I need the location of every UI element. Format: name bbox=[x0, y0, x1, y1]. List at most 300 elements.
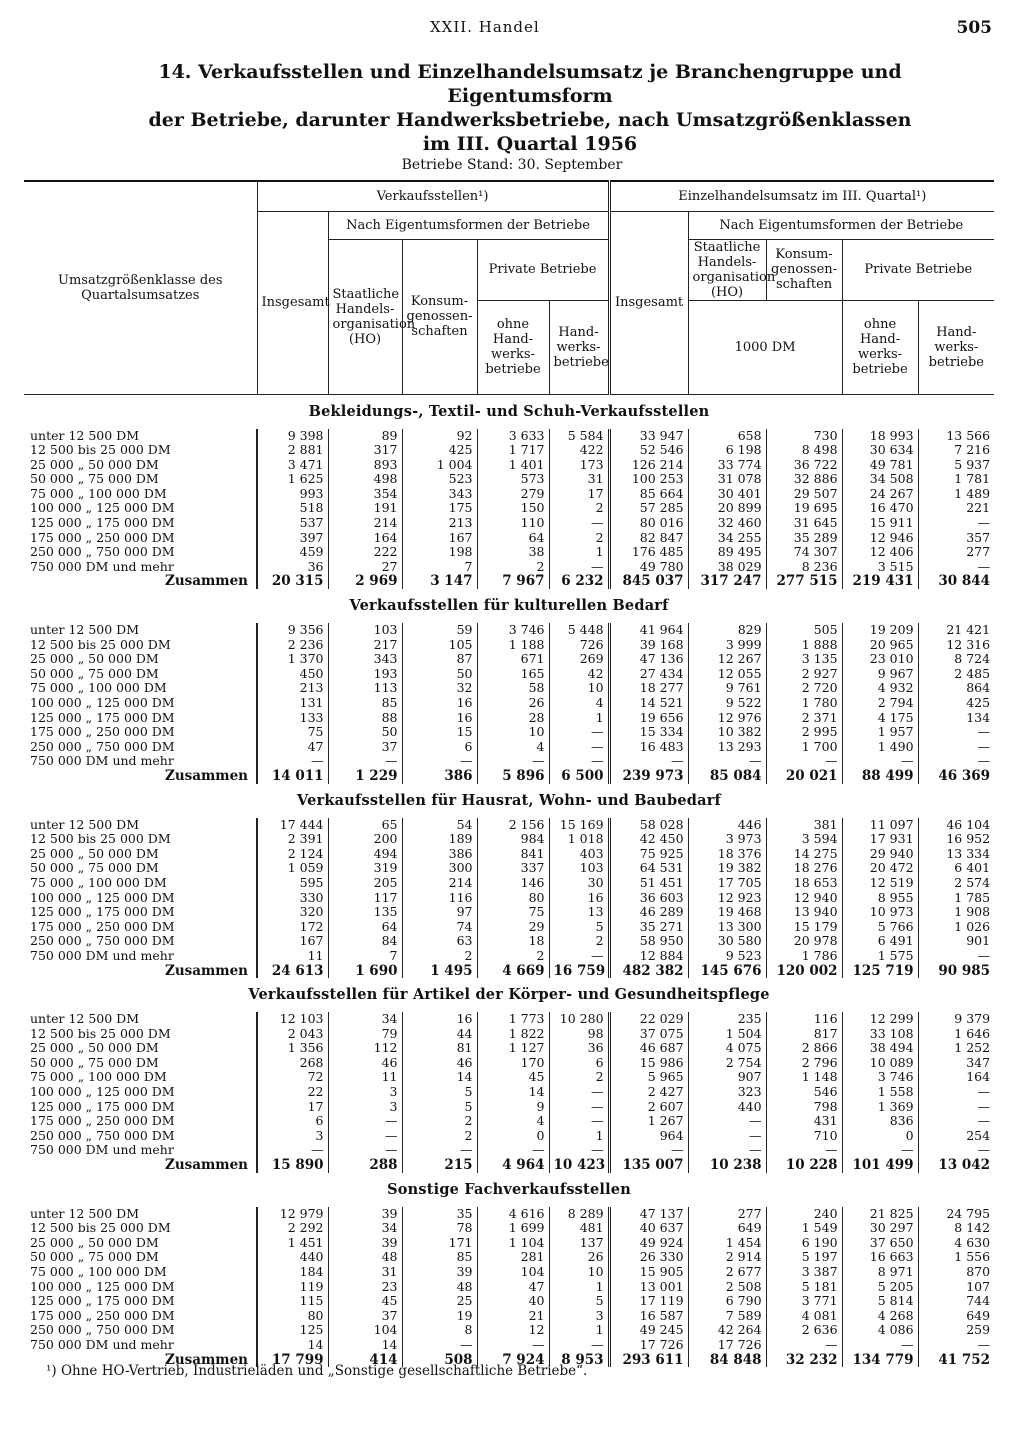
table-cell: 16 470 bbox=[842, 501, 918, 516]
table-cell: 13 001 bbox=[609, 1280, 688, 1295]
table-cell: 49 781 bbox=[842, 458, 918, 473]
section-header bbox=[24, 784, 994, 818]
table-cell: 12 979 bbox=[257, 1207, 328, 1222]
table-cell: 46 bbox=[328, 1056, 402, 1071]
table-cell: 4 630 bbox=[954, 1234, 991, 1250]
table-row bbox=[24, 1041, 994, 1056]
table-cell: 5 bbox=[402, 1100, 477, 1115]
table-cell: 57 285 bbox=[609, 501, 688, 516]
table-cell: 38 029 bbox=[688, 560, 766, 575]
table-cell: 3 135 bbox=[766, 652, 842, 667]
table-cell: 386 bbox=[402, 847, 477, 862]
table-cell: 10 bbox=[549, 1265, 609, 1280]
table-cell: 17 726 bbox=[609, 1338, 688, 1353]
total-row bbox=[24, 1158, 994, 1173]
table-cell: 235 bbox=[688, 1012, 766, 1027]
table-cell: 75 bbox=[257, 725, 328, 740]
row-label: 25 000 „ 50 000 DM bbox=[24, 458, 257, 473]
table-cell: 8 953 bbox=[549, 1353, 609, 1368]
table-cell: 33 108 bbox=[842, 1027, 918, 1042]
group-header-umsatz: Einzelhandelsumsatz im III. Quartal¹) bbox=[609, 181, 994, 211]
table-cell: 104 bbox=[477, 1265, 549, 1280]
table-cell: 12 923 bbox=[688, 891, 766, 906]
table-cell: 9 356 bbox=[257, 623, 328, 638]
table-cell: 17 444 bbox=[257, 818, 328, 833]
table-cell: 58 950 bbox=[609, 934, 688, 949]
table-cell: — bbox=[549, 1338, 609, 1353]
table-row bbox=[24, 1114, 994, 1129]
table-cell: 0 bbox=[477, 1129, 549, 1144]
table-cell: 5 937 bbox=[954, 456, 991, 472]
table-cell: 28 bbox=[477, 711, 549, 726]
table-cell: — bbox=[257, 1143, 328, 1158]
table-cell: 32 886 bbox=[766, 472, 842, 487]
table-cell: 63 bbox=[402, 934, 477, 949]
table-row bbox=[24, 818, 994, 833]
table-head bbox=[24, 181, 994, 394]
table-cell: 3 999 bbox=[688, 638, 766, 653]
table-cell: 6 232 bbox=[549, 574, 609, 589]
table-cell: 1 401 bbox=[477, 458, 549, 473]
table-cell: 1 490 bbox=[842, 740, 918, 755]
table-cell: 18 653 bbox=[766, 876, 842, 891]
table-cell: 14 bbox=[477, 1085, 549, 1100]
table-cell: 167 bbox=[402, 531, 477, 546]
table-row bbox=[24, 1323, 994, 1338]
table-cell: 5 197 bbox=[766, 1250, 842, 1265]
table-cell: 19 656 bbox=[609, 711, 688, 726]
table-cell: 29 bbox=[477, 920, 549, 935]
table-cell: 10 bbox=[477, 725, 549, 740]
table-cell: 239 973 bbox=[609, 769, 688, 784]
table-cell: 46 687 bbox=[609, 1041, 688, 1056]
table-cell: 5 766 bbox=[842, 920, 918, 935]
table-cell: 34 255 bbox=[688, 531, 766, 546]
table-cell: 198 bbox=[402, 545, 477, 560]
table-cell: 2 720 bbox=[766, 681, 842, 696]
table-cell: 8 498 bbox=[766, 443, 842, 458]
table-cell: 79 bbox=[328, 1027, 402, 1042]
table-cell: 12 299 bbox=[842, 1012, 918, 1027]
table-cell: 330 bbox=[257, 891, 328, 906]
row-label: 12 500 bis 25 000 DM bbox=[24, 1027, 257, 1042]
table-cell: 97 bbox=[402, 905, 477, 920]
table-cell: 254 bbox=[966, 1127, 991, 1143]
table-cell: 1 188 bbox=[477, 638, 549, 653]
table-cell: 32 bbox=[402, 681, 477, 696]
table-cell: 425 bbox=[402, 443, 477, 458]
table-cell: 8 955 bbox=[842, 891, 918, 906]
table-cell: 13 300 bbox=[688, 920, 766, 935]
col-insgesamt-vk: Insgesamt bbox=[257, 211, 328, 394]
row-label: 12 500 bis 25 000 DM bbox=[24, 1221, 257, 1236]
table-cell: — bbox=[328, 754, 402, 769]
table-cell: 38 494 bbox=[842, 1041, 918, 1056]
table-cell: — bbox=[977, 753, 991, 769]
table-row bbox=[24, 711, 994, 726]
table-cell: 85 bbox=[328, 696, 402, 711]
table-cell: 10 228 bbox=[766, 1158, 842, 1173]
table-cell: 12 bbox=[477, 1323, 549, 1338]
row-label: 250 000 „ 750 000 DM bbox=[24, 934, 257, 949]
table-cell: 1 700 bbox=[766, 740, 842, 755]
table-cell: 9 398 bbox=[257, 429, 328, 444]
table-row bbox=[24, 1338, 994, 1353]
table-cell: 164 bbox=[966, 1069, 991, 1085]
row-label: 75 000 „ 100 000 DM bbox=[24, 1070, 257, 1085]
table-cell: 17 119 bbox=[609, 1294, 688, 1309]
table-cell: 87 bbox=[402, 652, 477, 667]
table-cell: 13 940 bbox=[766, 905, 842, 920]
table-row bbox=[24, 1250, 994, 1265]
table-cell: 1 059 bbox=[257, 861, 328, 876]
table-cell: 100 253 bbox=[609, 472, 688, 487]
table-cell: 2 bbox=[402, 1129, 477, 1144]
table-cell: 20 315 bbox=[257, 574, 328, 589]
table-cell: 214 bbox=[328, 516, 402, 531]
table-cell: 5 bbox=[402, 1085, 477, 1100]
table-cell: — bbox=[842, 1338, 918, 1353]
table-cell: 18 276 bbox=[766, 861, 842, 876]
table-cell: 440 bbox=[688, 1100, 766, 1115]
table-cell: 3 973 bbox=[688, 832, 766, 847]
table-row bbox=[24, 1294, 994, 1309]
table-cell: 8 289 bbox=[549, 1207, 609, 1222]
table-cell: 217 bbox=[328, 638, 402, 653]
table-cell: 317 bbox=[328, 443, 402, 458]
row-label: 50 000 „ 75 000 DM bbox=[24, 1250, 257, 1265]
table-cell: 2 881 bbox=[257, 443, 328, 458]
table-cell: — bbox=[977, 558, 991, 574]
table-cell: 8 724 bbox=[954, 651, 991, 667]
table-cell: 12 976 bbox=[688, 711, 766, 726]
table-cell: 2 371 bbox=[766, 711, 842, 726]
table-cell: 115 bbox=[257, 1294, 328, 1309]
row-label: 750 000 DM und mehr bbox=[24, 560, 257, 575]
table-row bbox=[24, 638, 994, 653]
table-cell: 9 522 bbox=[688, 696, 766, 711]
table-cell: 3 746 bbox=[477, 623, 549, 638]
table-row bbox=[24, 832, 994, 847]
total-row bbox=[24, 574, 994, 589]
total-row bbox=[24, 769, 994, 784]
table-cell: 1 104 bbox=[477, 1236, 549, 1251]
table-cell: 19 695 bbox=[766, 501, 842, 516]
table-cell: 15 890 bbox=[257, 1158, 328, 1173]
table-cell: 293 611 bbox=[609, 1353, 688, 1368]
table-cell: 46 289 bbox=[609, 905, 688, 920]
table-cell: 120 002 bbox=[766, 964, 842, 979]
table-cell: 14 521 bbox=[609, 696, 688, 711]
table-cell: 403 bbox=[549, 847, 609, 862]
table-cell: 1 504 bbox=[688, 1027, 766, 1042]
table-cell: — bbox=[842, 754, 918, 769]
table-cell: 7 924 bbox=[477, 1353, 549, 1368]
section-header bbox=[24, 1173, 994, 1207]
table-cell: 357 bbox=[966, 529, 991, 545]
table-row bbox=[24, 516, 994, 531]
table-cell: 414 bbox=[328, 1353, 402, 1368]
table-cell: 508 bbox=[402, 1353, 477, 1368]
table-cell: 23 010 bbox=[842, 652, 918, 667]
table-cell: 12 946 bbox=[842, 531, 918, 546]
table-cell: 170 bbox=[477, 1056, 549, 1071]
row-label: unter 12 500 DM bbox=[24, 429, 257, 444]
row-label: Zusammen bbox=[24, 964, 257, 979]
table-cell: 870 bbox=[966, 1264, 991, 1279]
table-row bbox=[24, 1221, 994, 1236]
table-cell: 47 bbox=[257, 740, 328, 755]
table-cell: 4 932 bbox=[842, 681, 918, 696]
table-cell: 45 bbox=[328, 1294, 402, 1309]
table-cell: 4 bbox=[477, 1114, 549, 1129]
table-cell: 1 bbox=[549, 711, 609, 726]
table-cell: 4 bbox=[477, 740, 549, 755]
table-row bbox=[24, 429, 994, 444]
table-cell: 11 bbox=[257, 949, 328, 964]
row-label: 25 000 „ 50 000 DM bbox=[24, 847, 257, 862]
table-cell: 74 307 bbox=[766, 545, 842, 560]
table-cell: 397 bbox=[257, 531, 328, 546]
table-cell: 13 334 bbox=[946, 845, 991, 861]
table-cell: 12 406 bbox=[842, 545, 918, 560]
table-cell: 5 584 bbox=[549, 429, 609, 444]
table-cell: 42 264 bbox=[688, 1323, 766, 1338]
table-cell: 277 515 bbox=[766, 574, 842, 589]
table-cell: 10 973 bbox=[842, 905, 918, 920]
table-cell: 171 bbox=[402, 1236, 477, 1251]
table-cell: — bbox=[477, 754, 549, 769]
table-cell: 14 bbox=[328, 1338, 402, 1353]
subgroup-private-vk: Private Betriebe bbox=[477, 239, 609, 300]
table-row bbox=[24, 1280, 994, 1295]
table-cell: 26 330 bbox=[609, 1250, 688, 1265]
row-label: 100 000 „ 125 000 DM bbox=[24, 891, 257, 906]
table-cell: 34 508 bbox=[842, 472, 918, 487]
table-row bbox=[24, 1207, 994, 1222]
table-row bbox=[24, 531, 994, 546]
table-cell: 50 bbox=[402, 667, 477, 682]
table-cell: 13 293 bbox=[688, 740, 766, 755]
table-row bbox=[24, 1085, 994, 1100]
table-cell: 27 bbox=[328, 560, 402, 575]
row-label: 175 000 „ 250 000 DM bbox=[24, 531, 257, 546]
table-cell: 8 971 bbox=[842, 1265, 918, 1280]
table-cell: 37 bbox=[328, 1309, 402, 1324]
table-cell: 1 556 bbox=[954, 1249, 991, 1265]
table-cell: 9 967 bbox=[842, 667, 918, 682]
table-cell: 268 bbox=[257, 1056, 328, 1071]
row-label: 50 000 „ 75 000 DM bbox=[24, 667, 257, 682]
table-cell: 1 699 bbox=[477, 1221, 549, 1236]
group-header-verkaufsstellen: Verkaufsstellen¹) bbox=[257, 181, 609, 211]
table-row bbox=[24, 754, 994, 769]
chapter-title: XXII. Handel bbox=[430, 18, 540, 36]
title-line: 14. Verkaufsstellen und Einzelhandelsumsatz je Branchengruppe und Eigentumsform bbox=[158, 61, 902, 107]
table-cell: 88 bbox=[328, 711, 402, 726]
row-label: 25 000 „ 50 000 DM bbox=[24, 1236, 257, 1251]
table-cell: 16 663 bbox=[842, 1250, 918, 1265]
table-cell: 1 575 bbox=[842, 949, 918, 964]
table-cell: 24 613 bbox=[257, 964, 328, 979]
col-konsum-vk: Konsum-genossen-schaften bbox=[402, 239, 477, 394]
row-label: 125 000 „ 175 000 DM bbox=[24, 711, 257, 726]
table-cell: 12 267 bbox=[688, 652, 766, 667]
table-cell: 5 448 bbox=[549, 623, 609, 638]
table-cell: 1 822 bbox=[477, 1027, 549, 1042]
unit-label: 1000 DM bbox=[688, 300, 842, 394]
table-cell: 145 676 bbox=[688, 964, 766, 979]
table-cell: 41 964 bbox=[609, 623, 688, 638]
table-cell: 1 229 bbox=[328, 769, 402, 784]
table-cell: 4 175 bbox=[842, 711, 918, 726]
table-cell: — bbox=[549, 1114, 609, 1129]
table-cell: 39 bbox=[402, 1265, 477, 1280]
table-cell: 422 bbox=[549, 443, 609, 458]
total-row bbox=[24, 964, 994, 979]
table-cell: 50 bbox=[328, 725, 402, 740]
table-cell: 80 bbox=[477, 891, 549, 906]
table-cell: 481 bbox=[549, 1221, 609, 1236]
table-cell: 3 bbox=[328, 1100, 402, 1115]
table-cell: 671 bbox=[477, 652, 549, 667]
table-cell: 5 965 bbox=[609, 1070, 688, 1085]
table-cell: 35 bbox=[402, 1207, 477, 1222]
table-cell: 595 bbox=[257, 876, 328, 891]
table-cell: 726 bbox=[549, 638, 609, 653]
table-cell: 22 bbox=[257, 1085, 328, 1100]
table-cell: 21 421 bbox=[946, 622, 991, 638]
table-cell: 2 292 bbox=[257, 1221, 328, 1236]
row-label: 175 000 „ 250 000 DM bbox=[24, 1309, 257, 1324]
table-cell: 134 779 bbox=[842, 1353, 918, 1368]
table-cell: 46 bbox=[402, 1056, 477, 1071]
table-cell: 4 964 bbox=[477, 1158, 549, 1173]
table-cell: 993 bbox=[257, 487, 328, 502]
table-cell: 119 bbox=[257, 1280, 328, 1295]
table-cell: 10 bbox=[549, 681, 609, 696]
table-cell: 323 bbox=[688, 1085, 766, 1100]
table-cell: 31 645 bbox=[766, 516, 842, 531]
table-cell: 33 774 bbox=[688, 458, 766, 473]
row-label: 12 500 bis 25 000 DM bbox=[24, 638, 257, 653]
stand-note: Betriebe Stand: 30. September bbox=[401, 157, 623, 173]
table-cell: 5 205 bbox=[842, 1280, 918, 1295]
table-cell: 1 908 bbox=[954, 904, 991, 920]
table-cell: 29 507 bbox=[766, 487, 842, 502]
table-cell: 1 625 bbox=[257, 472, 328, 487]
table-cell: 46 104 bbox=[946, 816, 991, 832]
row-label: unter 12 500 DM bbox=[24, 1207, 257, 1222]
table-cell: 277 bbox=[966, 544, 991, 560]
table-cell: 494 bbox=[328, 847, 402, 862]
page-header bbox=[0, 12, 1024, 40]
table-cell: 1 356 bbox=[257, 1041, 328, 1056]
table-cell: 135 bbox=[328, 905, 402, 920]
table-cell: — bbox=[688, 754, 766, 769]
table-cell: 2 485 bbox=[954, 665, 991, 681]
table-cell: 1 785 bbox=[954, 889, 991, 905]
table-cell: 12 316 bbox=[946, 636, 991, 652]
table-cell: 21 825 bbox=[842, 1207, 918, 1222]
table-cell: 17 bbox=[549, 487, 609, 502]
table-cell: 33 947 bbox=[609, 429, 688, 444]
table-cell: 343 bbox=[328, 652, 402, 667]
table-cell: 88 499 bbox=[842, 769, 918, 784]
table-cell: 11 bbox=[328, 1070, 402, 1085]
table-cell: 37 075 bbox=[609, 1027, 688, 1042]
table-cell: 12 884 bbox=[609, 949, 688, 964]
table-cell: 6 bbox=[549, 1056, 609, 1071]
table-cell: 2 914 bbox=[688, 1250, 766, 1265]
table-cell: 189 bbox=[402, 832, 477, 847]
row-label: 25 000 „ 50 000 DM bbox=[24, 1041, 257, 1056]
table-cell: — bbox=[688, 1143, 766, 1158]
table-cell: 35 289 bbox=[766, 531, 842, 546]
table-cell: 34 bbox=[328, 1012, 402, 1027]
table-row bbox=[24, 847, 994, 862]
table-cell: 386 bbox=[402, 769, 477, 784]
table-cell: 829 bbox=[688, 623, 766, 638]
table-cell: 213 bbox=[402, 516, 477, 531]
table-cell: 37 bbox=[328, 740, 402, 755]
table-cell: 52 546 bbox=[609, 443, 688, 458]
table-cell: 3 bbox=[257, 1129, 328, 1144]
col-staatlich-eu: Staatliche Handels-organisation (HO) bbox=[688, 239, 766, 300]
row-label: 250 000 „ 750 000 DM bbox=[24, 545, 257, 560]
row-label: 75 000 „ 100 000 DM bbox=[24, 1265, 257, 1280]
table-cell: 32 232 bbox=[766, 1353, 842, 1368]
table-cell: 15 911 bbox=[842, 516, 918, 531]
table-cell: 103 bbox=[328, 623, 402, 638]
table-cell: 58 bbox=[477, 681, 549, 696]
table-cell: 117 bbox=[328, 891, 402, 906]
table-row bbox=[24, 861, 994, 876]
row-label: 100 000 „ 125 000 DM bbox=[24, 696, 257, 711]
table-cell: 3 515 bbox=[842, 560, 918, 575]
col-hand-vk: Hand-werks-betriebe bbox=[549, 300, 609, 394]
table-cell: 116 bbox=[402, 891, 477, 906]
table-cell: — bbox=[549, 949, 609, 964]
subgroup-private-eu: Private Betriebe bbox=[842, 239, 994, 300]
table-cell: 10 089 bbox=[842, 1056, 918, 1071]
table-cell: 2 bbox=[402, 1114, 477, 1129]
table-cell: 18 bbox=[477, 934, 549, 949]
table-row bbox=[24, 696, 994, 711]
table-cell: 730 bbox=[766, 429, 842, 444]
table-cell: 1 780 bbox=[766, 696, 842, 711]
table-cell: 7 967 bbox=[477, 574, 549, 589]
table-cell: 17 931 bbox=[842, 832, 918, 847]
table-cell: 546 bbox=[766, 1085, 842, 1100]
table-cell: 15 986 bbox=[609, 1056, 688, 1071]
table-cell: 37 650 bbox=[842, 1236, 918, 1251]
table-cell: 2 bbox=[549, 934, 609, 949]
table-cell: — bbox=[977, 724, 991, 740]
table-title bbox=[90, 60, 970, 156]
row-label: unter 12 500 DM bbox=[24, 1012, 257, 1027]
table-cell: 8 142 bbox=[954, 1220, 991, 1236]
table-cell: 112 bbox=[328, 1041, 402, 1056]
table-cell: 2 607 bbox=[609, 1100, 688, 1115]
table-cell: 9 379 bbox=[954, 1011, 991, 1027]
table-cell: 2 796 bbox=[766, 1056, 842, 1071]
table-cell: 300 bbox=[402, 861, 477, 876]
row-label: 50 000 „ 75 000 DM bbox=[24, 1056, 257, 1071]
table-cell: 2 bbox=[549, 1070, 609, 1085]
table-cell: 47 136 bbox=[609, 652, 688, 667]
table-cell: 59 bbox=[402, 623, 477, 638]
